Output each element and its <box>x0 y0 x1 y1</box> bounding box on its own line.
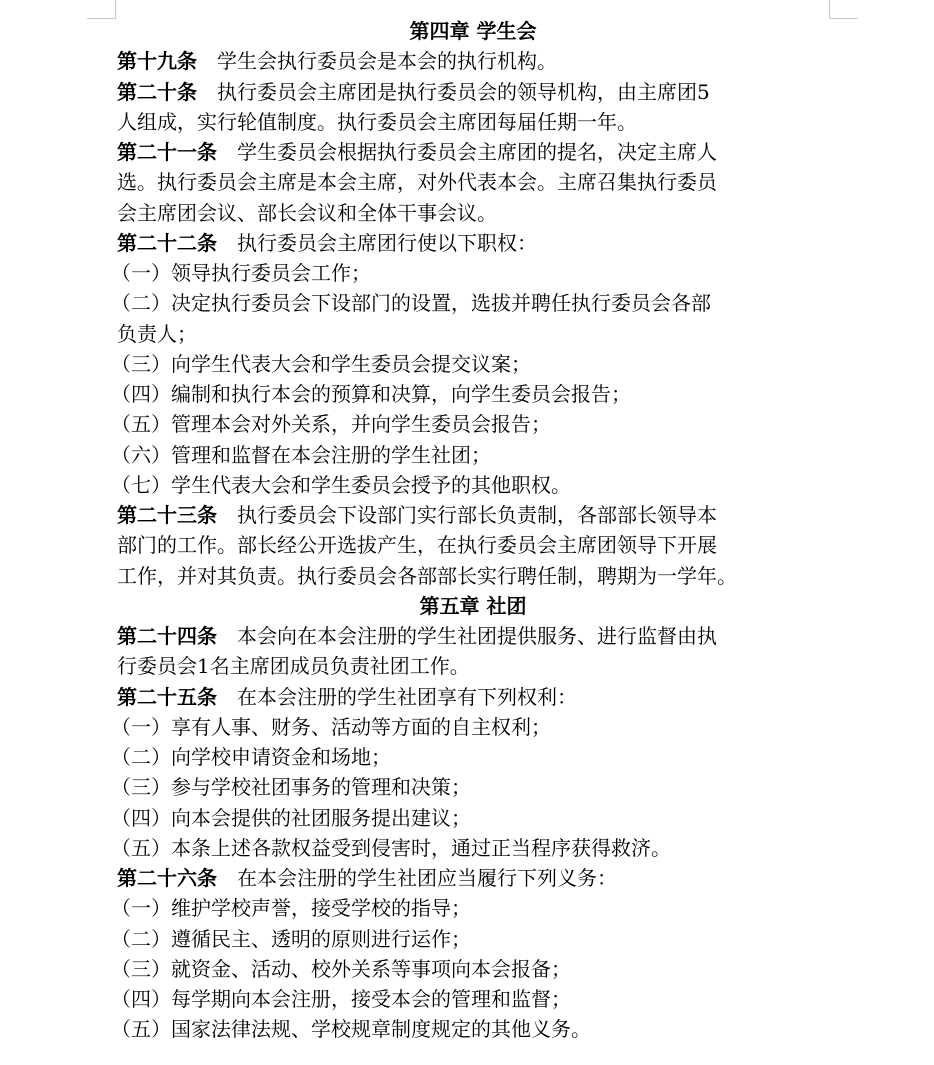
clause-text: （五）本条上述各款权益受到侵害时，通过正当程序获得救济。 <box>111 835 671 860</box>
continuation-line: 部门的工作。部长经公开选拔产生，在执行委员会主席团领导下开展 <box>117 533 717 558</box>
clause-text: （七）学生代表大会和学生委员会授予的其他职权。 <box>111 472 571 497</box>
clause-text: （二）遵循民主、透明的原则进行运作； <box>111 926 471 951</box>
article-line <box>117 77 829 107</box>
continuation-line: 负责人； <box>117 321 197 346</box>
clause-item <box>111 772 829 802</box>
article-text: 执行委员会主席团是执行委员会的领导机构，由主席团5 <box>217 79 710 104</box>
clause-item <box>111 712 829 742</box>
article-line <box>117 228 829 258</box>
clause-text: （四）编制和执行本会的预算和决算，向学生委员会报告； <box>111 382 631 406</box>
clause-text: （三）就资金、活动、校外关系等事项向本会报备； <box>111 956 571 981</box>
clause-item <box>111 379 829 409</box>
article-number: 第十九条 <box>117 49 197 74</box>
article-line <box>117 682 829 712</box>
clause-item <box>111 288 829 318</box>
clause-text: （三）参与学校社团事务的管理和决策； <box>111 775 471 800</box>
clause-item <box>111 833 829 863</box>
document-body <box>111 16 829 1045</box>
continuation-line: 选。执行委员会主席是本会主席，对外代表本会。主席召集执行委员 <box>117 170 717 195</box>
article-text: 执行委员会主席团行使以下职权： <box>237 230 537 255</box>
clause-text: （四）每学期向本会注册，接受本会的管理和监督； <box>111 987 571 1011</box>
clause-item <box>111 1014 829 1044</box>
article-number: 第二十五条 <box>117 684 217 709</box>
article-line <box>117 137 829 167</box>
chapter-heading: 第五章 社团 <box>419 593 527 618</box>
clause-item <box>111 924 829 954</box>
continuation-line: 行委员会1名主席团成员负责社团工作。 <box>117 654 470 679</box>
clause-item <box>111 409 829 439</box>
clause-text: （三）向学生代表大会和学生委员会提交议案； <box>111 351 531 376</box>
clause-text: （二）决定执行委员会下设部门的设置，选拔并聘任执行委员会各部 <box>111 291 711 316</box>
article-number: 第二十三条 <box>117 503 217 527</box>
continuation-line: 会主席团会议、部长会议和全体干事会议。 <box>117 200 497 225</box>
continuation-line: 工作，并对其负责。执行委员会各部部长实行聘任制，聘期为一学年。 <box>117 563 737 588</box>
clause-text: （一）享有人事、财务、活动等方面的自主权利； <box>111 714 551 739</box>
clause-item <box>111 803 829 833</box>
clause-item <box>111 440 829 470</box>
chapter-heading: 第四章 学生会 <box>409 19 537 43</box>
clause-item <box>111 893 829 923</box>
article-number: 第二十六条 <box>117 866 217 890</box>
clause-text: （四）向本会提供的社团服务提出建议； <box>111 805 471 830</box>
clause-item <box>111 258 829 288</box>
article-text: 本会向在本会注册的学生社团提供服务、进行监督由执 <box>237 624 717 648</box>
clause-text: （二）向学校申请资金和场地； <box>111 745 391 769</box>
clause-text: （一）维护学校声誉，接受学校的指导； <box>111 896 471 921</box>
article-line <box>117 46 829 76</box>
clause-text: （六）管理和监督在本会注册的学生社团； <box>111 442 491 467</box>
clause-item <box>111 470 829 500</box>
article-text: 学生会执行委员会是本会的执行机构。 <box>217 49 557 74</box>
article-text: 在本会注册的学生社团应当履行下列义务： <box>237 866 617 890</box>
clause-text: （五）管理本会对外关系，并向学生委员会报告； <box>111 412 551 437</box>
page-corner-mark-left <box>87 0 116 19</box>
article-number: 第二十条 <box>117 79 197 104</box>
clause-item <box>111 984 829 1014</box>
clause-text: （五）国家法律法规、学校规章制度规定的其他义务。 <box>111 1017 591 1042</box>
article-text: 学生委员会根据执行委员会主席团的提名，决定主席人 <box>237 140 717 164</box>
clause-item <box>111 349 829 379</box>
clause-item <box>111 742 829 772</box>
article-text: 执行委员会下设部门实行部长负责制，各部部长领导本 <box>237 503 717 527</box>
article-line <box>117 500 829 530</box>
page-corner-mark-right <box>829 0 858 19</box>
continuation-line: 人组成，实行轮值制度。执行委员会主席团每届任期一年。 <box>117 109 637 134</box>
article-line <box>117 863 829 893</box>
article-text: 在本会注册的学生社团享有下列权利： <box>237 684 577 709</box>
clause-item <box>111 954 829 984</box>
article-line <box>117 621 829 651</box>
article-number: 第二十四条 <box>117 624 217 648</box>
article-number: 第二十二条 <box>117 230 217 255</box>
article-number: 第二十一条 <box>117 140 217 164</box>
clause-text: （一）领导执行委员会工作； <box>111 261 371 285</box>
